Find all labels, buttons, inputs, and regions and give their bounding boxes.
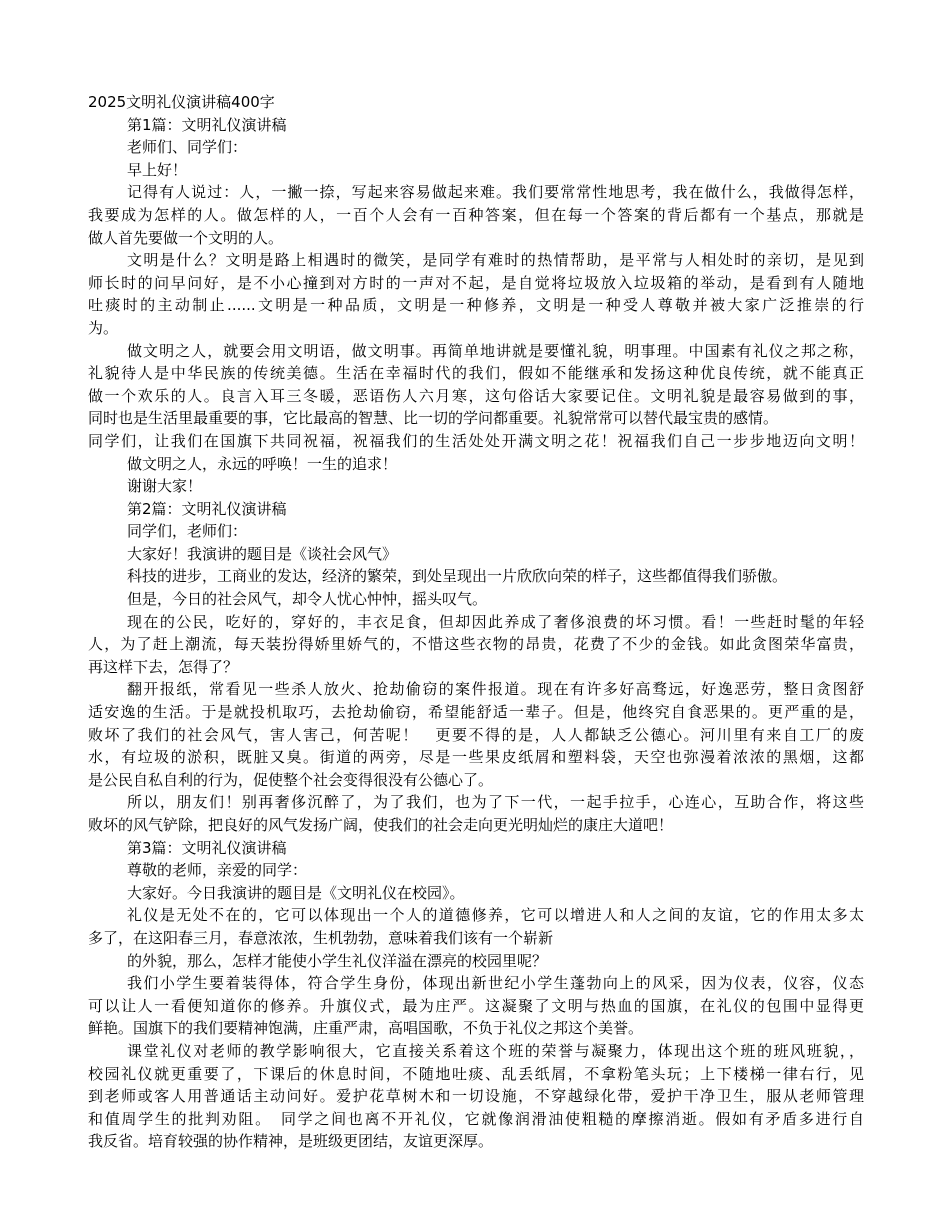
text-line: 第1篇：文明礼仪演讲稿 [127, 115, 287, 134]
text-line: 科技的进步，工商业的发达，经济的繁荣，到处呈现出一片欣欣向荣的样子，这些都值得我们骄傲。 [127, 567, 788, 586]
text-line: 的外貌，那么，怎样才能使小学生礼仪洋溢在漂亮的校园里呢？ [127, 951, 548, 970]
text-line: 记得有人说过：人，一撇一捺，写起来容易做起来难。我们要常常性地思考，我在做什么，我做得怎样， [127, 183, 864, 202]
text-line: 到老师或客人用普通话主动问好。爱护花草树木和一切设施，不穿越绿化带，爱护干净卫生，服从老师管理 [88, 1087, 864, 1106]
text-line: 再这样下去，怎得了？ [88, 657, 239, 676]
document-title: 2025文明礼仪演讲稿400字 [88, 93, 275, 111]
text-line: 鲜艳。国旗下的我们要精神饱满，庄重严肃，高唱国歌，不负于礼仪之邦这个美誉。 [88, 1019, 644, 1038]
text-line: 我要成为怎样的人。做怎样的人，一百个人会有一百种答案，但在每一个答案的背后都有一个基点，那就是 [88, 205, 864, 224]
text-line: 师长时的问早问好，是不小心撞到对方时的一声对不起，是自觉将垃圾放入垃圾箱的举动，是看到有人随地 [88, 273, 864, 292]
text-line: 吐痰时的主动制止......文明是一种品质，文明是一种修养，文明是一种受人尊敬并被大家广泛推崇的行 [88, 296, 864, 315]
text-line: 我们小学生要着装得体，符合学生身份，体现出新世纪小学生蓬勃向上的风采，因为仪表，仪容，仪态 [127, 974, 864, 993]
text-line: 做一个欢乐的人。良言入耳三冬暖，恶语伤人六月寒，这句俗话大家要记住。文明礼貌是最容易做到的事， [88, 386, 864, 405]
text-line: 所以，朋友们！别再奢侈沉醉了，为了我们，也为了下一代，一起手拉手，心连心，互助合作，将这些 [127, 793, 864, 812]
text-line: 礼貌待人是中华民族的传统美德。生活在幸福时代的我们，假如不能继承和发扬这种优良传统，就不能真正 [88, 364, 864, 383]
text-line: 但是，今日的社会风气，却令人忧心忡忡，摇头叹气。 [127, 590, 488, 609]
text-line: 是公民自私自利的行为，促使整个社会变得很没有公德心了。 [88, 770, 494, 789]
text-line: 适安逸的生活。于是就投机取巧，去抢劫偷窃，希望能舒适一辈子。但是，他终究自食恶果的。更严重的是， [88, 703, 864, 722]
text-line: 尊敬的老师，亲爱的同学： [127, 861, 308, 880]
text-line: 多了，在这阳春三月，春意浓浓，生机勃勃，意味着我们该有一个崭新 [88, 928, 554, 947]
text-line: 早上好！ [127, 160, 188, 179]
text-line: 和值周学生的批判劝阻。 同学之间也离不开礼仪，它就像润滑油使粗糙的摩擦消逝。假如有矛盾多进行自 [88, 1109, 864, 1128]
document-body [88, 91, 864, 1153]
text-line: 大家好。今日我演讲的题目是《文明礼仪在校园》。 [127, 883, 465, 902]
text-line: 老师们、同学们： [127, 138, 248, 157]
text-line: 同学们，老师们： [127, 522, 248, 541]
text-line: 谢谢大家！ [127, 477, 203, 496]
text-line: 大家好！我演讲的题目是《谈社会风气》 [127, 544, 398, 563]
text-line: 为。 [88, 318, 119, 337]
text-line: 水，有垃圾的淤积，既脏又臭。街道的两旁，尽是一些果皮纸屑和塑料袋，天空也弥漫着浓浓的黑烟，这都 [88, 748, 864, 767]
text-line: 礼仪是无处不在的，它可以体现出一个人的道德修养，它可以增进人和人之间的友谊，它的作用太多太 [127, 906, 864, 925]
paragraph-lines [88, 114, 864, 1153]
text-line: 做人首先要做一个文明的人。 [88, 228, 284, 247]
text-line: 第3篇：文明礼仪演讲稿 [127, 838, 287, 857]
text-line: 第2篇：文明礼仪演讲稿 [127, 499, 287, 518]
text-line: 现在的公民，吃好的，穿好的，丰衣足食，但却因此养成了奢侈浪费的坏习惯。看！一些赶时髦的年轻 [127, 612, 864, 631]
text-line: 做文明之人，永远的呼唤！一生的追求！ [127, 454, 398, 473]
text-line: 同时也是生活里最重要的事，它比最高的智慧、比一切的学问都重要。礼貌常常可以替代最宝贵的感情。 [88, 409, 779, 428]
text-line: 可以让人一看便知道你的修养。升旗仪式，最为庄严。这凝聚了文明与热血的国旗，在礼仪的包围中显得更 [88, 996, 864, 1015]
text-line: 课堂礼仪对老师的教学影响很大，它直接关系着这个班的荣誉与凝聚力，体现出这个班的班风班貌，， [127, 1041, 864, 1060]
text-line: 败坏的风气铲除，把良好的风气发扬广阔，使我们的社会走向更光明灿烂的康庄大道吧！ [88, 816, 674, 834]
text-line: 校园礼仪就更重要了，下课后的休息时间，不随地吐痰、乱丢纸屑，不拿粉笔头玩；上下楼梯一律右行，见 [88, 1064, 864, 1083]
text-line: 败坏了我们的社会风气，害人害己，何苦呢！ 更要不得的是，人人都缺乏公德心。河川里有来自工厂的废 [88, 725, 864, 744]
text-line: 同学们，让我们在国旗下共同祝福，祝福我们的生活处处开满文明之花！祝福我们自己一步步地迈向文明！ [88, 431, 864, 450]
text-line: 文明是什么？文明是路上相遇时的微笑，是同学有难时的热情帮助，是平常与人相处时的亲切，是见到 [127, 251, 864, 270]
text-line: 我反省。培育较强的协作精神，是班级更团结，友谊更深厚。 [88, 1132, 494, 1151]
text-line: 翻开报纸，常看见一些杀人放火、抢劫偷窃的案件报道。现在有许多好高骛远，好逸恶劳，整日贪图舒 [127, 680, 864, 699]
text-line: 人，为了赶上潮流，每天装扮得娇里娇气的，不惜这些衣物的昂贵，花费了不少的金钱。如此贪图荣华富贵， [88, 635, 864, 654]
text-line: 做文明之人，就要会用文明语，做文明事。再简单地讲就是要懂礼貌，明事理。中国素有礼仪之邦之称， [127, 341, 864, 360]
